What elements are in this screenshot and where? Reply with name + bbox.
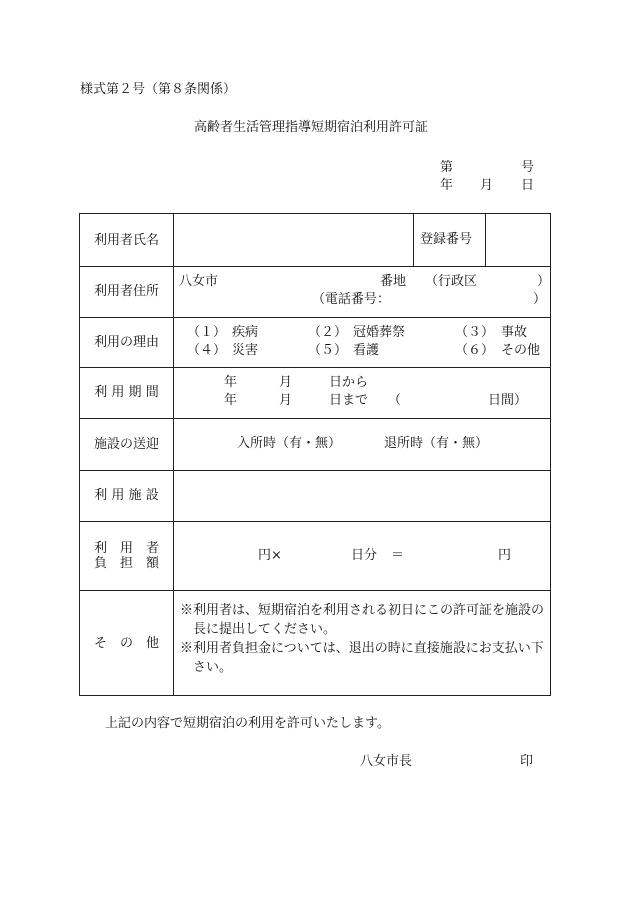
reason-num-6: （６） (455, 343, 495, 358)
label-usage-period: 利 用 期 間 (94, 385, 159, 400)
reason-text-1[interactable]: 疾病 (232, 325, 259, 340)
date-day: 日 (521, 178, 535, 193)
label-user-burden-line1: 利 用 者 (93, 540, 159, 556)
reason-num-1: （１） (187, 325, 227, 340)
period-from-year: 年 (224, 375, 238, 390)
reason-text-4[interactable]: 災害 (232, 343, 259, 358)
other-notes (180, 601, 550, 677)
label-column-divider (173, 214, 174, 695)
registration-number-field[interactable] (485, 214, 551, 266)
address-phone-open: （電話番号： (312, 292, 391, 307)
reason-num-2: （２） (308, 325, 348, 340)
label-usage-reason: 利用の理由 (93, 334, 159, 350)
label-user-name: 利用者氏名 (93, 232, 159, 248)
number-suffix: 号 (521, 160, 535, 175)
burden-days: 日分 (351, 548, 378, 563)
address-city: 八女市 (179, 274, 219, 289)
address-banchi: 番地 (380, 274, 407, 289)
document-title: 高齢者生活管理指導短期宿泊利用許可証 (194, 120, 429, 135)
note-payment: ※利用者負担金については、退出の時に直接施設にお支払い下さい。 (180, 641, 544, 675)
seal-mark: 印 (520, 754, 534, 769)
note-submit-permit: ※利用者は、短期宿泊を利用される初日にこの許可証を施設の長に提出してください。 (180, 603, 545, 637)
label-facility-transport: 施設の送迎 (93, 436, 159, 452)
address-phone-close: ） (533, 292, 547, 307)
label-other: そ の 他 (93, 635, 159, 651)
date-year: 年 (440, 178, 454, 193)
user-name-field[interactable] (173, 214, 413, 266)
period-to-year: 年 (224, 393, 238, 408)
period-days-open: （ (388, 393, 402, 408)
reason-text-3[interactable]: 事故 (501, 325, 528, 340)
period-days-close: 日間） (488, 393, 528, 408)
label-usage-facility: 利 用 施 設 (94, 488, 159, 503)
label-user-burden (80, 521, 173, 590)
reason-text-6[interactable]: その他 (501, 343, 541, 358)
permission-statement: 上記の内容で短期宿泊の利用を許可いたします。 (105, 716, 390, 731)
address-ward-open: （行政区 (425, 274, 478, 289)
reason-num-3: （３） (455, 325, 495, 340)
reason-num-5: （５） (308, 343, 348, 358)
address-ward-close: ） (537, 274, 551, 289)
reg-label-divider (413, 214, 414, 266)
reason-num-4: （４） (187, 343, 227, 358)
transport-entry[interactable]: 入所時（有・無） (237, 436, 342, 451)
burden-equals: ＝ (391, 548, 405, 563)
period-to-day: 日まで (329, 393, 369, 408)
reason-text-2[interactable]: 冠婚葬祭 (353, 325, 406, 340)
number-prefix: 第 (440, 160, 454, 175)
transport-exit[interactable]: 退所時（有・無） (384, 436, 489, 451)
date-month: 月 (480, 178, 494, 193)
reason-text-5[interactable]: 看護 (353, 343, 380, 358)
period-from-month: 月 (279, 375, 293, 390)
form-number: 様式第２号（第８条関係） (80, 82, 237, 97)
label-user-address: 利用者住所 (93, 284, 159, 299)
label-registration-number: 登録番号 (420, 232, 473, 247)
permit-form-table (79, 213, 551, 696)
burden-yen: 円 (498, 548, 512, 563)
period-to-month: 月 (279, 393, 293, 408)
usage-facility-field[interactable] (173, 470, 551, 521)
mayor-title: 八女市長 (360, 754, 413, 769)
period-from-day: 日から (329, 375, 369, 390)
burden-yen-times: 円× (258, 548, 282, 563)
label-user-burden-line2: 負 担 額 (93, 555, 159, 571)
